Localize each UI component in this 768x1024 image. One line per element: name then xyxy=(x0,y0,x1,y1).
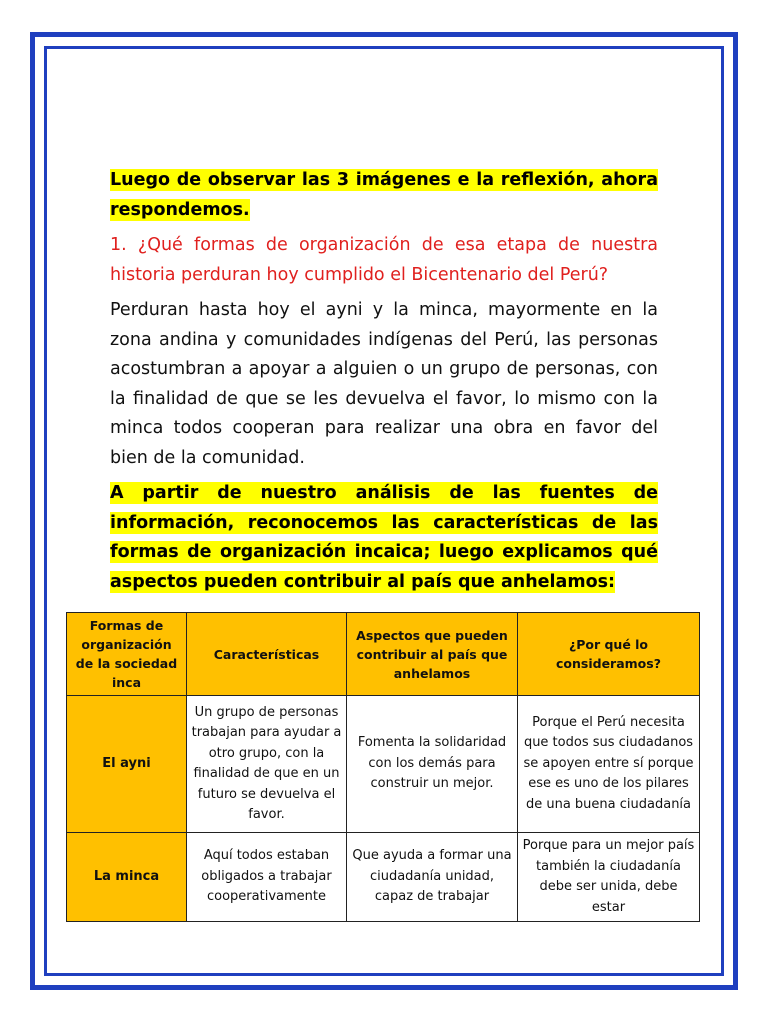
row-aspects: Fomenta la solidaridad con los demás para construir un mejor. xyxy=(347,696,518,833)
instruction-paragraph xyxy=(110,479,658,597)
table-row xyxy=(67,696,700,833)
question-1: 1. ¿Qué formas de organización de esa etapa de nuestra historia perduran hoy cumplido el Bicentenario del Perú? xyxy=(110,235,658,285)
row-characteristics: Un grupo de personas trabajan para ayudar a otro grupo, con la finalidad de que en un futuro se devuelva el favor. xyxy=(187,696,347,833)
row-why: Porque para un mejor país también la ciudadanía debe ser unida, debe estar xyxy=(518,833,700,922)
intro-paragraph xyxy=(110,166,658,225)
table-header-row xyxy=(67,613,700,696)
document-body xyxy=(110,166,658,603)
intro-text: Luego de observar las 3 imágenes e la reflexión, ahora respondemos. xyxy=(110,170,658,220)
answer-1: Perduran hasta hoy el ayni y la minca, mayormente en la zona andina y comunidades indígenas del Perú, las personas acostumbran a apoyar a alguien o un grupo de personas, con la finalidad de que se les devuelva el favor, lo mismo con la minca todos cooperan para realizar una obra en favor del bien de la comunidad. xyxy=(110,300,658,468)
organization-table xyxy=(66,612,700,922)
table-row xyxy=(67,833,700,922)
row-why: Porque el Perú necesita que todos sus ciudadanos se apoyen entre sí porque ese es uno de los pilares de una buena ciudadanía xyxy=(518,696,700,833)
instruction-text: A partir de nuestro análisis de las fuentes de información, reconocemos las características de las formas de organización incaica; luego explicamos qué aspectos pueden contribuir al país que anhelamos: xyxy=(110,483,658,592)
row-form: El ayni xyxy=(67,696,187,833)
row-aspects: Que ayuda a formar una ciudadanía unidad, capaz de trabajar xyxy=(347,833,518,922)
row-characteristics: Aquí todos estaban obligados a trabajar cooperativamente xyxy=(187,833,347,922)
header-forms: Formas de organización de la sociedad inca xyxy=(67,613,187,696)
header-why: ¿Por qué lo consideramos? xyxy=(518,613,700,696)
row-form: La minca xyxy=(67,833,187,922)
header-characteristics: Características xyxy=(187,613,347,696)
header-aspects: Aspectos que pueden contribuir al país que anhelamos xyxy=(347,613,518,696)
